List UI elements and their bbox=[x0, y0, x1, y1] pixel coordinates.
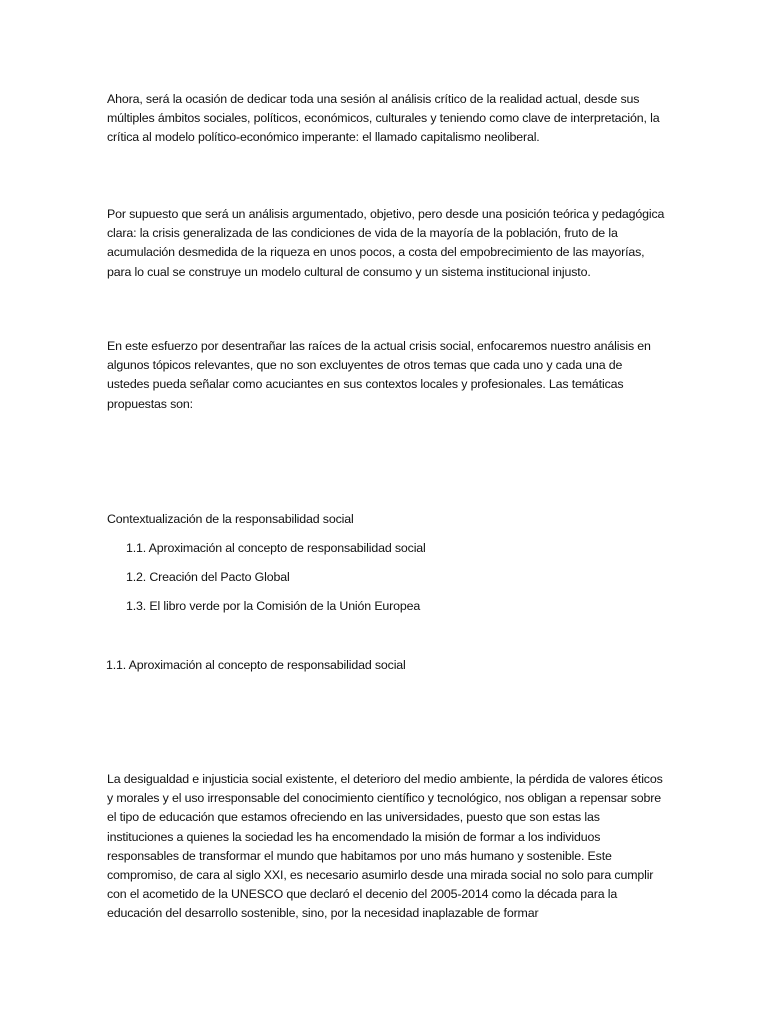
section-heading: 1.1. Aproximación al concepto de responsabilidad social bbox=[106, 658, 406, 672]
outline-item: 1.1. Aproximación al concepto de responsabilidad social bbox=[126, 541, 426, 555]
outline-title: Contextualización de la responsabilidad social bbox=[107, 512, 354, 526]
outline-item: 1.2. Creación del Pacto Global bbox=[126, 570, 290, 584]
paragraph-intro: Ahora, será la ocasión de dedicar toda una sesión al análisis crítico de la realidad actual, desde sus múltiples ámbitos sociales, políticos, económicos, culturales y teniendo como clave de interpretación, la crítica al modelo político-económico imperante: el llamado capitalismo neoliberal. bbox=[107, 92, 660, 145]
paragraph-inequality: La desigualdad e injusticia social existente, el deterioro del medio ambiente, la pérdida de valores éticos y morales y el uso irresponsable del conocimiento científico y tecnológico, nos obligan a repensar sobre el tipo de educación que estamos ofreciendo en las universidades, puesto que son estas las instituciones a quienes la sociedad les ha encomendado la misión de formar a los individuos responsables de transformar el mundo que habitamos por uno más humano y sostenible. Este compromiso, de cara al siglo XXI, es necesario asumirlo desde una mirada social no solo para cumplir con el acometido de la UNESCO que declaró el decenio del 2005-2014 como la década para la educación del desarrollo sostenible, sino, por la necesidad inaplazable de formar bbox=[107, 772, 663, 921]
paragraph-effort: En este esfuerzo por desentrañar las raíces de la actual crisis social, enfocaremos nuestro análisis en algunos tópicos relevantes, que no son excluyentes de otros temas que cada uno y cada una de ustedes pueda señalar como acuciantes en sus contextos locales y profesionales. Las temáticas propuestas son: bbox=[107, 339, 651, 411]
paragraph-analysis: Por supuesto que será un análisis argumentado, objetivo, pero desde una posición teórica y pedagógica clara: la crisis generalizada de las condiciones de vida de la mayoría de la población, fruto de la acumulación desmedida de la riqueza en unos pocos, a costa del empobrecimiento de las mayorías, para lo cual se construye un modelo cultural de consumo y un sistema institucional injusto. bbox=[107, 207, 665, 279]
outline-item: 1.3. El libro verde por la Comisión de la Unión Europea bbox=[126, 599, 421, 613]
